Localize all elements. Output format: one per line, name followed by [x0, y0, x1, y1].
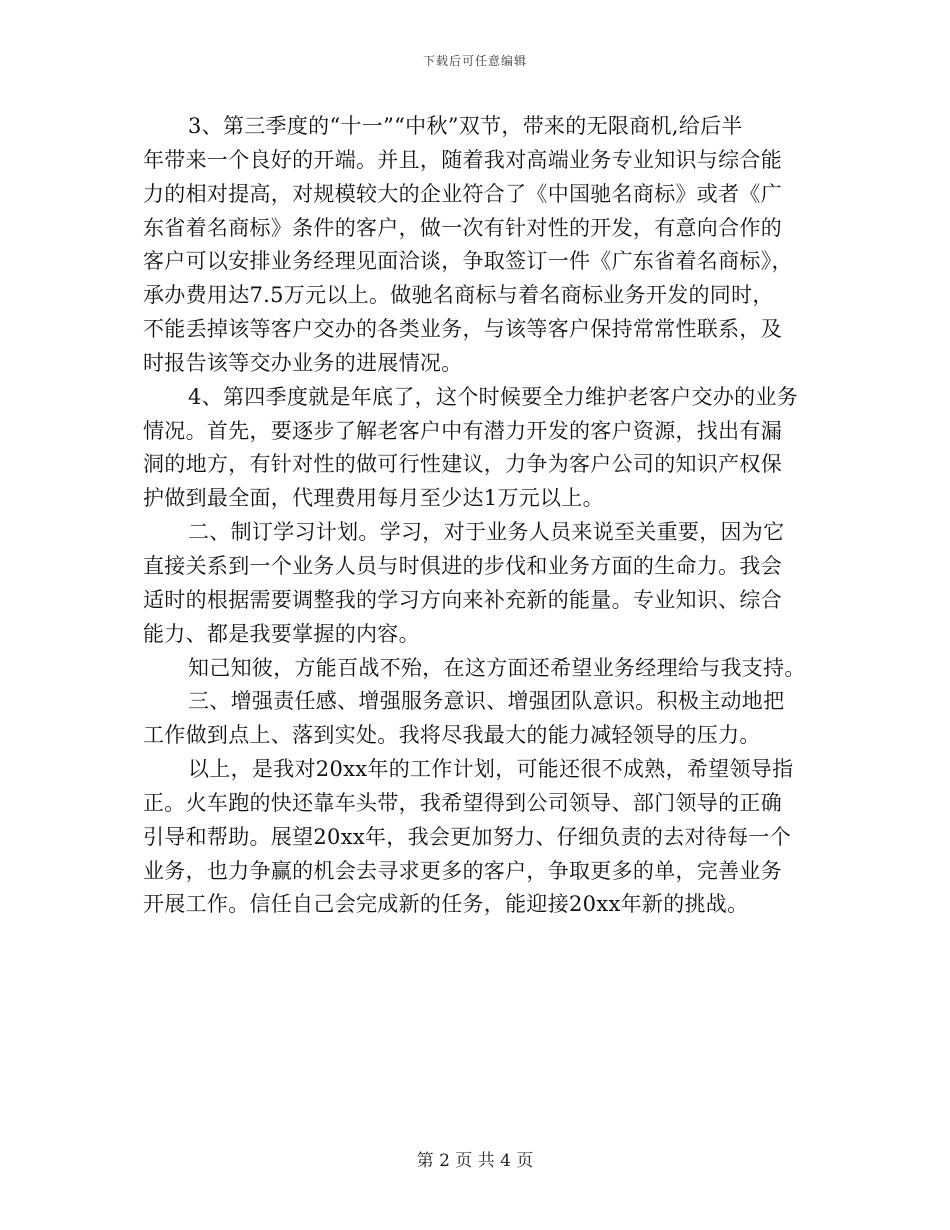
text-line: 引导和帮助。展望20xx年，我会更加努力、仔细负责的去对待每一个 [143, 824, 792, 849]
text-line: 3、第三季度的“十一”“中秋”双节，带来的无限商机,给后半 [188, 114, 743, 138]
text-line: 二、制订学习计划。学习，对于业务人员来说至关重要，因为它 [188, 520, 785, 545]
paragraph [143, 685, 808, 753]
paragraph [143, 381, 808, 516]
document-body [143, 110, 808, 922]
text-line: 知己知彼，方能百战不殆，在这方面还希望业务经理给与我支持。 [188, 655, 806, 680]
paragraph [143, 652, 808, 686]
text-line: 正。火车跑的快还靠车头带，我希望得到公司领导、部门领导的正确 [143, 790, 782, 815]
text-line: 东省着名商标》条件的客户，做一次有针对性的开发，有意向合作的 [143, 215, 782, 240]
page-number: 第 2 页 共 4 页 [416, 1151, 534, 1171]
text-line: 4、第四季度就是年底了，这个时候要全力维护老客户交办的业务 [188, 384, 799, 409]
text-line: 三、增强责任感、增强服务意识、增强团队意识。积极主动地把 [188, 689, 785, 714]
paragraph [143, 753, 808, 922]
text-line: 承办费用达7.5万元以上。做驰名商标与着名商标业务开发的同时， [143, 283, 774, 308]
text-line: 工作做到点上、落到实处。我将尽我最大的能力减轻领导的压力。 [143, 723, 761, 748]
text-line: 情况。首先，要逐步了解老客户中有潜力开发的客户资源，找出有漏 [143, 418, 782, 443]
text-line: 能力、都是我要掌握的内容。 [143, 621, 420, 646]
text-line: 开展工作。信任自己会完成新的任务，能迎接20xx年新的挑战。 [143, 892, 749, 917]
paragraph [143, 516, 808, 651]
text-line: 适时的根据需要调整我的学习方向来补充新的能量。专业知识、综合 [143, 587, 782, 612]
text-line: 护做到最全面，代理费用每月至少达1万元以上。 [143, 486, 604, 511]
text-line: 不能丢掉该等客户交办的各类业务，与该等客户保持常常性联系，及 [143, 317, 782, 342]
text-line: 时报告该等交办业务的进展情况。 [143, 350, 463, 375]
text-line: 力的相对提高，对规模较大的企业符合了《中国驰名商标》或者《广 [143, 181, 782, 206]
text-line: 直接关系到一个业务人员与时俱进的步伐和业务方面的生命力。我会 [143, 553, 782, 578]
text-line: 年带来一个良好的开端。并且，随着我对高端业务专业知识与综合能 [143, 147, 782, 172]
text-line: 业务，也力争赢的机会去寻求更多的客户，争取更多的单，完善业务 [143, 858, 782, 883]
text-line: 客户可以安排业务经理见面洽谈，争取签订一件《广东省着名商标》， [143, 249, 793, 274]
text-line: 洞的地方，有针对性的做可行性建议，力争为客户公司的知识产权保 [143, 452, 782, 477]
text-line: 以上，是我对20xx年的工作计划，可能还很不成熟，希望领导指 [188, 757, 794, 782]
paragraph [143, 110, 808, 381]
page-header: 下载后可任意编辑 [422, 54, 527, 68]
